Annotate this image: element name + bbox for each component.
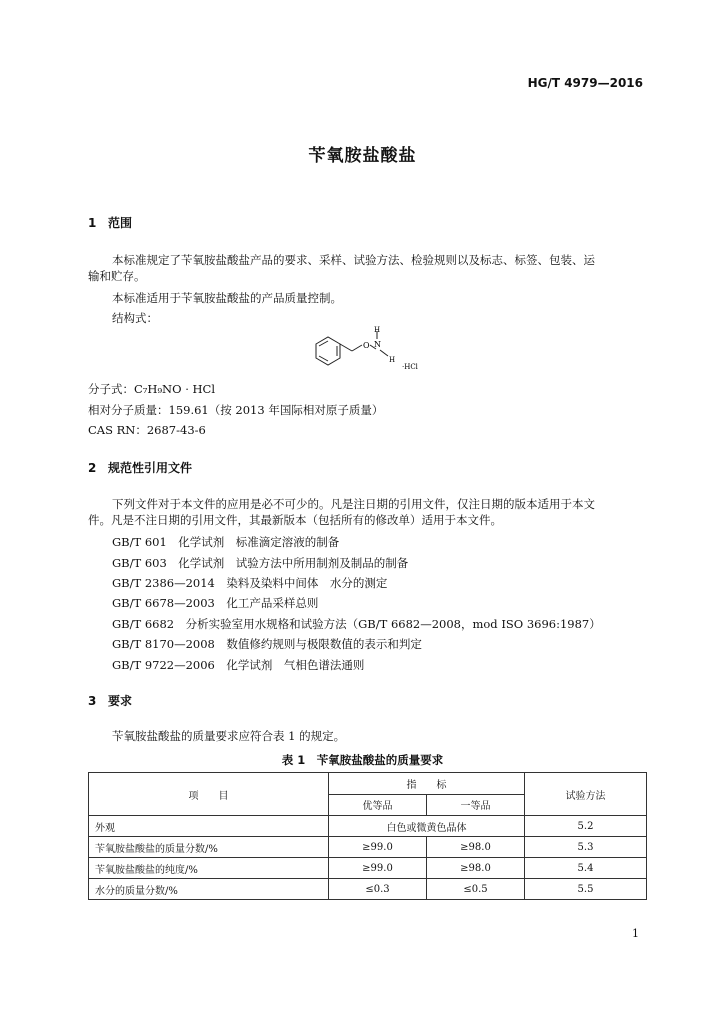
scope-para1-line1: 本标准规定了苄氧胺盐酸盐产品的要求、采样、试验方法、检验规则以及标志、标签、包装、运 (112, 253, 595, 267)
row-item: 苄氧胺盐酸盐的质量分数/% (89, 837, 329, 858)
row-first-grade: ≤0.3 (329, 879, 427, 900)
section-2-heading (88, 459, 192, 476)
structural-formula (300, 326, 470, 386)
reference-item: GB/T 9722—2006 化学试剂 气相色谱法通则 (112, 658, 365, 672)
section-title: 要求 (108, 694, 133, 708)
table-caption: 表 1 苄氧胺盐酸盐的质量要求 (281, 753, 444, 767)
row-second-grade: ≥98.0 (427, 837, 525, 858)
header-item: 项 目 (89, 773, 329, 816)
row-second-grade: ≤0.5 (427, 879, 525, 900)
reference-item: GB/T 603 化学试剂 试验方法中所用制剂及制品的制备 (112, 556, 409, 570)
atom-hydrogen-right: H (389, 356, 396, 364)
table-row (89, 816, 647, 837)
atom-nitrogen: N (374, 340, 381, 349)
table-header-row (89, 773, 647, 795)
table-row (89, 837, 647, 858)
section-title: 规范性引用文件 (108, 461, 193, 475)
row-first-grade: ≥99.0 (329, 837, 427, 858)
row-method: 5.4 (525, 858, 647, 879)
section-title: 范围 (108, 216, 133, 230)
header-method: 试验方法 (525, 773, 647, 816)
header-second-grade: 一等品 (427, 794, 525, 816)
structure-label: 结构式： (112, 311, 158, 325)
header-first-grade: 优等品 (329, 794, 427, 816)
normative-para-line1: 下列文件对于本文件的应用是必不可少的。凡是注日期的引用文件，仅注日期的版本适用于本文 (112, 497, 595, 511)
section-1-heading (88, 214, 132, 231)
row-item: 水分的质量分数/% (89, 879, 329, 900)
cas-number: CAS RN：2687-43-6 (88, 423, 206, 437)
hcl-salt-label: ·HCl (402, 363, 418, 371)
scope-para1-line2: 输和贮存。 (88, 269, 146, 283)
reference-item: GB/T 2386—2014 染料及染料中间体 水分的测定 (112, 576, 388, 590)
document-title: 苄氧胺盐酸盐 (308, 146, 417, 166)
standard-code: HG/T 4979—2016 (527, 76, 643, 90)
quality-requirements-table (88, 772, 647, 900)
section-number: 1 (88, 216, 97, 230)
table-row (89, 879, 647, 900)
row-merged-value: 白色或微黄色晶体 (329, 816, 525, 837)
scope-para2: 本标准适用于苄氧胺盐酸盐的产品质量控制。 (112, 291, 342, 305)
atom-oxygen: O (363, 341, 370, 350)
section-3-heading (88, 692, 132, 709)
normative-para-line2: 件。凡是不注日期的引用文件，其最新版本（包括所有的修改单）适用于本文件。 (88, 513, 502, 527)
reference-item: GB/T 6678—2003 化工产品采样总则 (112, 596, 319, 610)
reference-item: GB/T 601 化学试剂 标准滴定溶液的制备 (112, 535, 340, 549)
atom-hydrogen-top: H (374, 326, 381, 334)
page-number: 1 (632, 927, 639, 940)
header-index: 指 标 (329, 773, 525, 795)
section-number: 2 (88, 461, 97, 475)
molecular-formula: 分子式：C₇H₉NO · HCl (88, 382, 216, 396)
reference-item: GB/T 6682 分析实验室用水规格和试验方法（GB/T 6682—2008，mod ISO 3696:1987） (112, 617, 601, 631)
row-first-grade: ≥99.0 (329, 858, 427, 879)
row-item: 苄氧胺盐酸盐的纯度/% (89, 858, 329, 879)
row-item: 外观 (89, 816, 329, 837)
row-second-grade: ≥98.0 (427, 858, 525, 879)
requirements-para: 苄氧胺盐酸盐的质量要求应符合表 1 的规定。 (112, 729, 346, 743)
row-method: 5.5 (525, 879, 647, 900)
table-row (89, 858, 647, 879)
row-method: 5.2 (525, 816, 647, 837)
section-number: 3 (88, 694, 97, 708)
molecular-mass: 相对分子质量：159.61（按 2013 年国际相对原子质量） (88, 403, 384, 417)
reference-item: GB/T 8170—2008 数值修约规则与极限数值的表示和判定 (112, 637, 422, 651)
row-method: 5.3 (525, 837, 647, 858)
